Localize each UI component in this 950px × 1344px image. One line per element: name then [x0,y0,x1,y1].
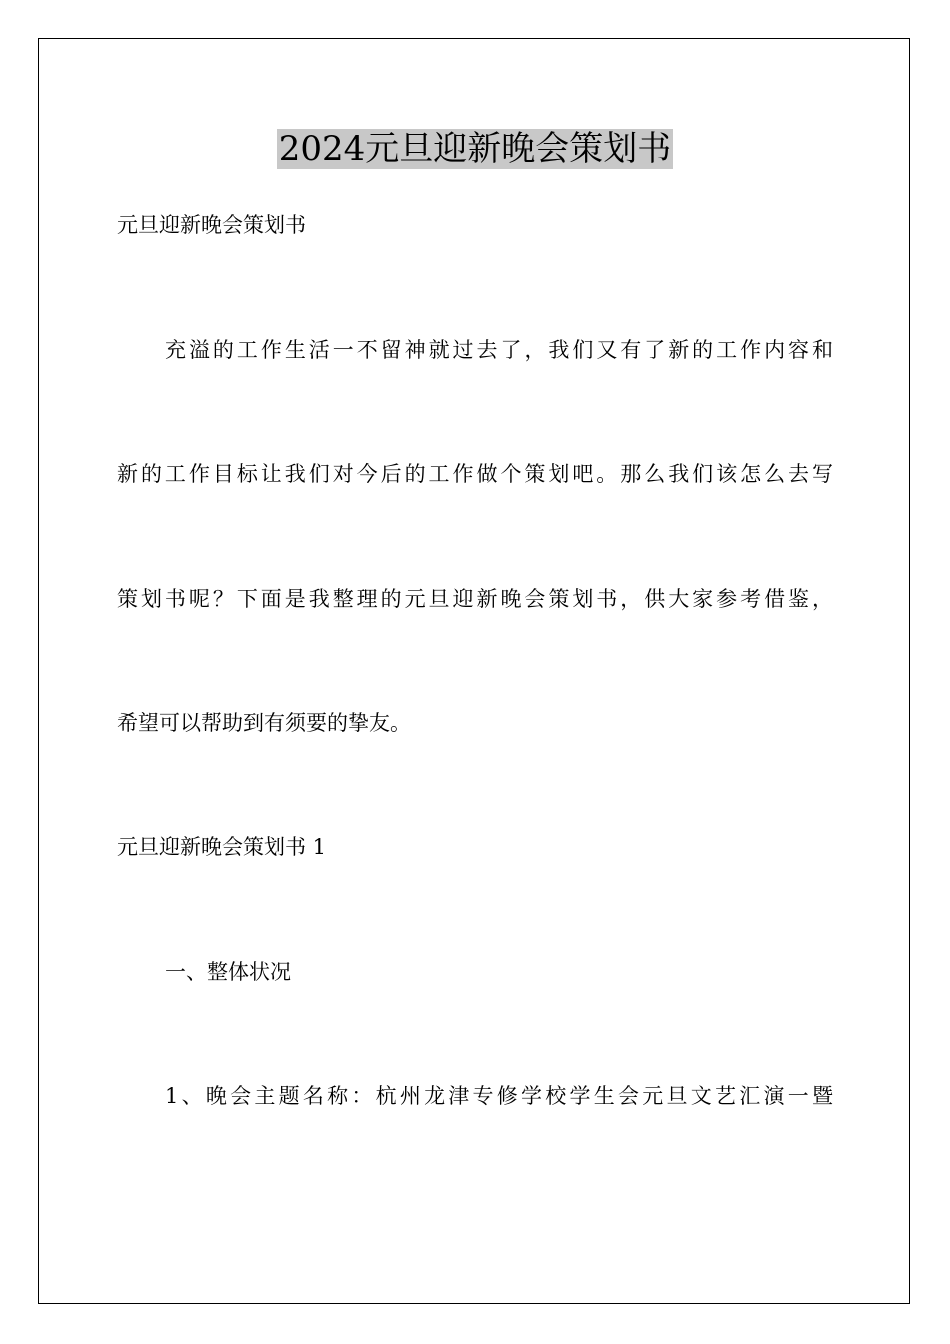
item-1-line: 1、晚会主题名称：杭州龙津专修学校学生会元旦文艺汇演一暨 [165,1084,833,1108]
section-heading: 元旦迎新晚会策划书 1 [117,835,327,859]
part-heading: 一、整体状况 [165,960,291,984]
document-title-text: 2024元旦迎新晚会策划书 [278,129,672,169]
document-subtitle: 元旦迎新晚会策划书 [117,213,306,237]
intro-line-4: 希望可以帮助到有须要的挚友。 [117,711,411,735]
intro-line-2: 新的工作目标让我们对今后的工作做个策划吧。那么我们该怎么去写 [117,462,833,486]
intro-line-1: 充溢的工作生活一不留神就过去了，我们又有了新的工作内容和 [165,338,833,362]
document-title [0,126,950,172]
intro-line-3: 策划书呢？下面是我整理的元旦迎新晚会策划书，供大家参考借鉴， [117,587,833,611]
